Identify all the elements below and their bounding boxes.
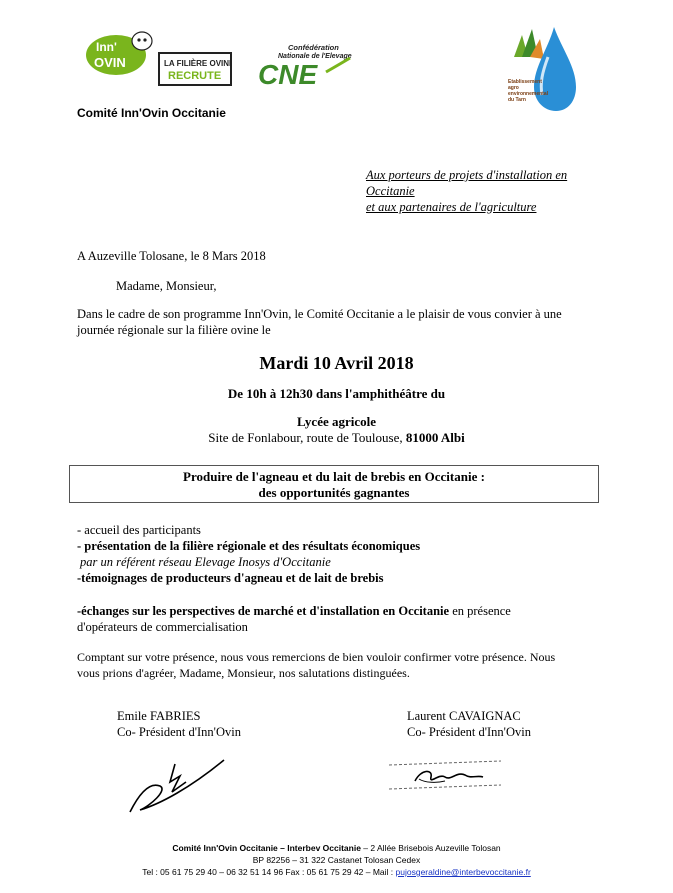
program-item-4-bold: -échanges sur les perspectives de marché et d'installation en Occitanie <box>77 604 450 618</box>
signature-left-block <box>117 708 241 740</box>
footer-line-1-rest: – 2 Allée Brisebois Auzeville Tolosan <box>360 843 501 853</box>
program-item-2-sub: par un référent réseau Elevage Inosys d'Occitanie <box>80 555 331 569</box>
signature-right-scribble <box>385 755 505 800</box>
intro-paragraph <box>77 306 562 338</box>
epl-tarn-logo <box>508 27 578 127</box>
innovin-logo-bottom: OVIN <box>94 55 126 70</box>
signature-left-name: Emile FABRIES <box>117 709 201 723</box>
footer-line-1-bold: Comité Inn'Ovin Occitanie – Interbev Occitanie <box>172 843 361 853</box>
program-item-3: -témoignages de producteurs d'agneau et de lait de brebis <box>77 571 384 585</box>
signature-right-name: Laurent CAVAIGNAC <box>407 709 521 723</box>
signature-left-title: Co- Président d'Inn'Ovin <box>117 725 241 739</box>
event-date: Mardi 10 Avril 2018 <box>259 353 414 373</box>
signature-left-scribble <box>120 752 230 822</box>
footer-line-3: Tel : 05 61 75 29 40 – 06 32 51 14 96 Fax : 05 61 75 29 42 – Mail : <box>142 867 396 877</box>
closing-paragraph <box>77 649 555 681</box>
signature-right-title: Co- Président d'Inn'Ovin <box>407 725 531 739</box>
cne-caption-line2: Nationale de l'Elevage <box>278 53 352 60</box>
salutation: Madame, Monsieur, <box>116 279 217 293</box>
recrute-logo-line2: RECRUTE <box>168 70 222 82</box>
recipients-block <box>366 167 567 215</box>
program-item-1: - accueil des participants <box>77 523 201 537</box>
recrute-logo-line1: LA FILIÈRE OVINE <box>164 59 232 68</box>
program-item-4-rest: en présence <box>449 604 511 618</box>
signature-right-block <box>407 708 531 740</box>
recipients-line-3: et aux partenaires de l'agriculture <box>366 200 537 214</box>
closing-line-2: vous prions d'agréer, Madame, Monsieur, nos salutations distinguées. <box>77 666 410 680</box>
theme-box <box>69 465 599 503</box>
closing-line-1: Comptant sur votre présence, nous vous remercions de bien vouloir confirmer votre présence. Nous <box>77 650 556 664</box>
filiere-recrute-logo <box>158 52 232 86</box>
event-address-city: 81000 Albi <box>405 430 465 445</box>
program-item-4-line-2: d'opérateurs de commercialisation <box>77 620 248 634</box>
innovin-logo-top: Inn' <box>96 40 117 54</box>
intro-line-2: journée régionale sur la filière ovine le <box>77 323 271 337</box>
cne-logo <box>256 42 352 88</box>
epl-logo-text: Etablissement agro environnemental du Tarn <box>508 79 548 103</box>
program-item-4 <box>77 603 511 635</box>
recipients-line-1: Aux porteurs de projets d'installation en <box>366 168 568 182</box>
program-item-2: - présentation de la filière régionale et des résultats économiques <box>77 539 421 553</box>
footer-line-2: BP 82256 – 31 322 Castanet Tolosan Cedex <box>252 855 421 865</box>
footer-email-link[interactable]: pujosgeraldine@interbevoccitanie.fr <box>395 867 531 877</box>
cne-text: CNE <box>258 59 318 88</box>
event-time: De 10h à 12h30 dans l'amphithéâtre du <box>227 386 446 401</box>
event-address <box>0 430 673 446</box>
recipients-line-2: Occitanie <box>366 184 415 198</box>
event-address-main: Site de Fonlabour, route de Toulouse, <box>208 430 406 445</box>
committee-name: Comité Inn'Ovin Occitanie <box>77 106 226 120</box>
footer <box>0 842 673 878</box>
cne-caption-line1: Confédération <box>288 43 339 52</box>
theme-line-1: Produire de l'agneau et du lait de brebis en Occitanie : <box>183 469 485 484</box>
place-date: A Auzeville Tolosane, le 8 Mars 2018 <box>77 249 266 263</box>
theme-line-2: des opportunités gagnantes <box>258 485 410 500</box>
event-venue: Lycée agricole <box>296 414 377 429</box>
intro-line-1: Dans le cadre de son programme Inn'Ovin, le Comité Occitanie a le plaisir de vous convier à une <box>77 307 562 321</box>
innovin-logo <box>84 27 156 77</box>
